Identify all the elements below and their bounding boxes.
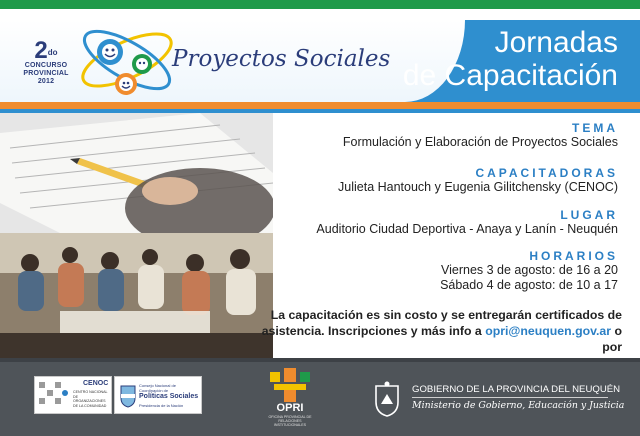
cnps-logo	[114, 376, 202, 414]
edition-number: 2	[34, 37, 48, 64]
gears-orbit-logo-icon	[72, 14, 182, 106]
brand-title: Proyectos Sociales	[172, 46, 391, 72]
opri-logo	[262, 366, 318, 430]
section-heading: CAPACITADORAS	[475, 166, 618, 180]
gov-divider	[412, 397, 608, 398]
gov-name: GOBIERNO DE LA PROVINCIA DEL NEUQUÉN	[412, 384, 621, 395]
edition-ordinal: do	[47, 48, 58, 57]
note-line1: La capacitación es sin costo y se entregarán certificados de	[270, 308, 622, 322]
section-text: Formulación y Elaboración de Proyectos Sociales	[342, 135, 618, 149]
cenoc-mark-icon	[39, 382, 69, 410]
note-line2	[252, 323, 622, 355]
section-text: Auditorio Ciudad Deportiva - Anaya y Lanín - Neuquén	[316, 222, 618, 236]
note-line2-text: asistencia. Inscripciones y más info a	[261, 324, 486, 338]
cenoc-logo	[34, 376, 112, 414]
cnps-line3: Presidencia de la Nación	[139, 403, 184, 408]
section-tema	[343, 121, 618, 150]
edition-year: 2012	[37, 78, 55, 85]
event-title	[403, 26, 618, 92]
opri-mark-icon	[268, 368, 312, 402]
cenoc-subtitle: CENTRO NACIONAL DE ORGANIZACIONES DE LA COMUNIDAD	[73, 390, 108, 408]
section-heading: HORARIOS	[529, 249, 618, 263]
section-text: Viernes 3 de agosto: de 16 a 20	[441, 263, 618, 277]
email-link[interactable]: opri@neuquen.gov.ar	[485, 324, 612, 338]
cenoc-name: CENOC	[83, 380, 109, 387]
event-title-line1: Jornadas	[494, 26, 618, 59]
edition-line1: CONCURSO	[24, 62, 68, 69]
section-lugar	[316, 208, 618, 237]
section-capacitadoras	[338, 166, 618, 195]
footer-top-bar	[0, 358, 640, 362]
top-green-stripe	[0, 0, 640, 9]
cnps-line2: Políticas Sociales	[139, 393, 199, 400]
section-text: Sábado 4 de agosto: de 10 a 17	[440, 278, 618, 292]
workshop-photo	[0, 233, 273, 358]
cnps-line1: Consejo Nacional de Coordinación de	[139, 383, 176, 393]
section-horarios	[440, 249, 618, 293]
opri-name: OPRI	[276, 402, 304, 414]
note-line2-end: o por	[602, 324, 622, 354]
opri-subtitle: OFICINA PROVINCIAL DE RELACIONES INSTITUCIONALES	[268, 415, 312, 428]
section-heading: LUGAR	[560, 208, 618, 222]
edition-line2: PROVINCIAL	[23, 70, 69, 77]
neuquen-shield-icon	[372, 380, 402, 418]
argentina-shield-icon	[120, 384, 136, 408]
section-heading: TEMA	[572, 121, 618, 135]
event-title-line2: de Capacitación	[402, 59, 618, 92]
gov-ministry: Ministerio de Gobierno, Educación y Justicia	[412, 400, 625, 411]
writing-photo	[0, 113, 273, 233]
section-text: Julieta Hantouch y Eugenia Gilitchensky (CENOC)	[338, 180, 618, 194]
